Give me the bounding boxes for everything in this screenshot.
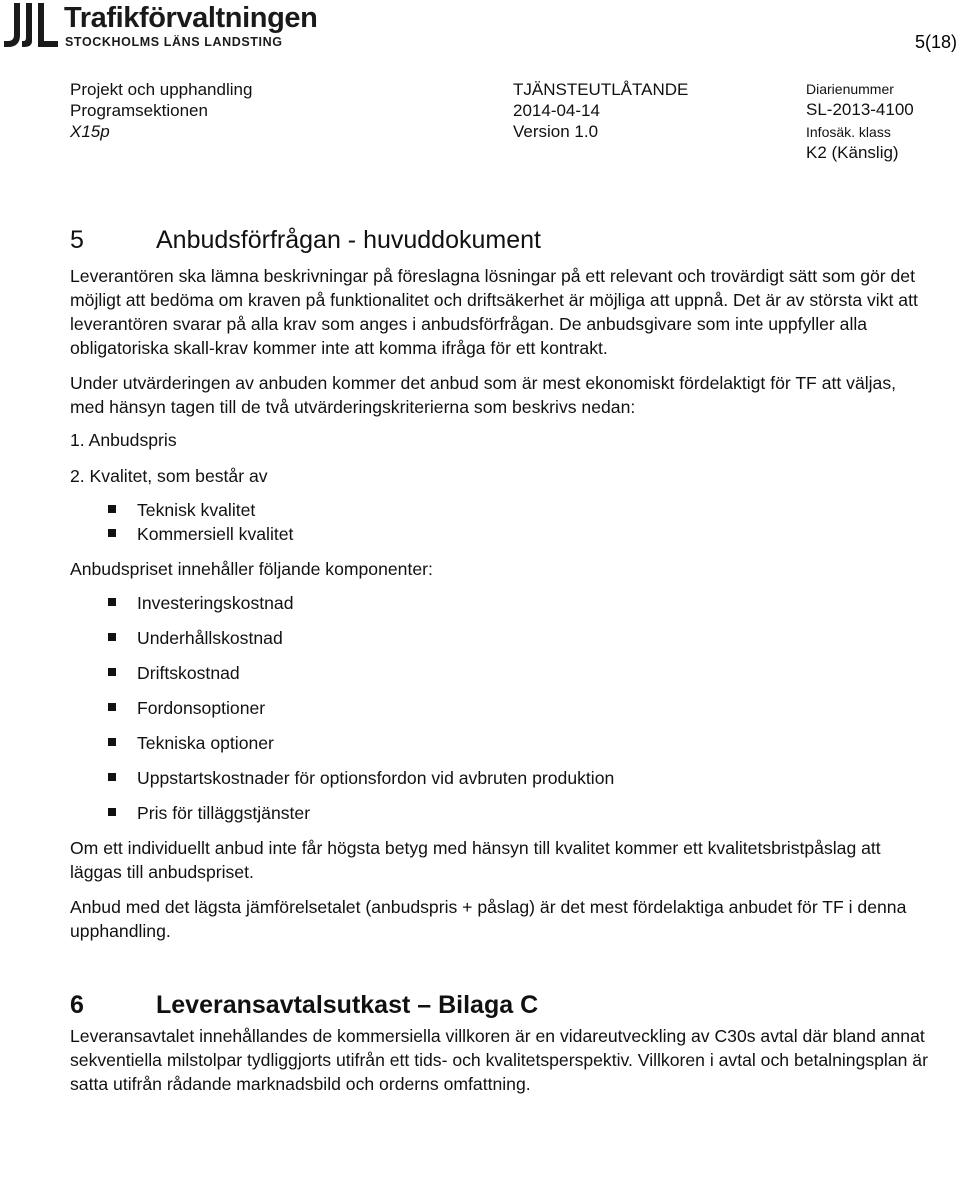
document-date: 2014-04-14 <box>513 101 600 120</box>
section-title: Leveransavtalsutkast – Bilaga C <box>156 991 539 1019</box>
page-number: 5(18) <box>914 32 957 52</box>
section-6-heading <box>70 990 930 1020</box>
list-item: Underhållskostnad <box>70 626 930 650</box>
list-item: Uppstartskostnader för optionsfordon vid avbruten produktion <box>70 766 930 790</box>
criteria-item: 1. Anbudspris <box>70 430 177 450</box>
diarienummer-label: Diarienummer <box>806 81 894 97</box>
header-document-type <box>513 79 688 142</box>
department-line: X15p <box>70 122 110 141</box>
list-item: Pris för tilläggstjänster <box>70 801 930 825</box>
section-number: 6 <box>70 991 84 1019</box>
document-type: TJÄNSTEUTLÅTANDE <box>513 80 689 99</box>
diarienummer-value: SL-2013-4100 <box>806 100 914 119</box>
paragraph: Leverantören ska lämna beskrivningar på föreslagna lösningar på ett relevant och trovärdigt sätt som gör det möjligt att bedöma om kraven på funktionalitet och driftsäkerhet är möjliga att uppnå. Det är av största vikt att leverantören svarar på alla krav som anges i anbudsförfrågan. De anbudsgivare som inte uppfyller alla obligatoriska skall-krav kommer inte att komma ifråga för ett kontrakt. <box>70 266 918 358</box>
infosak-value: K2 (Känslig) <box>806 143 899 162</box>
list-item: Teknisk kvalitet <box>70 498 930 522</box>
criteria-item: 2. Kvalitet, som består av <box>70 466 268 486</box>
department-line: Programsektionen <box>70 101 208 120</box>
list-item: Tekniska optioner <box>70 731 930 755</box>
paragraph: Under utvärderingen av anbuden kommer det anbud som är mest ekonomiskt fördelaktigt för TF att väljas, med hänsyn tagen till de två utvärderingskriterierna som beskrivs nedan: <box>70 373 897 417</box>
organization-logo <box>2 0 322 52</box>
quality-list <box>70 498 930 546</box>
logo-subtitle: STOCKHOLMS LÄNS LANDSTING <box>65 35 283 49</box>
paragraph: Anbud med det lägsta jämförelsetalet (anbudspris + påslag) är det mest fördelaktiga anbudet för TF i denna upphandling. <box>70 897 907 941</box>
list-item: Kommersiell kvalitet <box>70 522 930 546</box>
list-item: Investeringskostnad <box>70 591 930 615</box>
components-list <box>70 591 930 825</box>
list-item: Fordonsoptioner <box>70 696 930 720</box>
department-line: Projekt och upphandling <box>70 80 253 99</box>
document-body <box>70 225 930 1096</box>
infosak-label: Infosäk. klass <box>806 124 891 140</box>
paragraph: Leveransavtalet innehållandes de kommersiella villkoren är en vidareutveckling av C30s avtal där bland annat sekventiella milstolpar tydliggjorts utifrån ett tids- och kvalitetsperspektiv. Villkoren i avtal och betalningsplan är satta utifrån rådande marknadsbild och orderns omfattning. <box>70 1026 928 1094</box>
section-number: 5 <box>70 226 84 254</box>
list-item: Driftskostnad <box>70 661 930 685</box>
document-version: Version 1.0 <box>513 122 599 141</box>
section-title: Anbudsförfrågan - huvuddokument <box>156 226 541 254</box>
header-registry <box>806 79 914 163</box>
paragraph: Anbudspriset innehåller följande komponenter: <box>70 559 433 579</box>
section-5-heading <box>70 225 930 255</box>
logo-name: Trafikförvaltningen <box>64 2 318 34</box>
logo-mark-icon <box>2 1 60 49</box>
paragraph: Om ett individuellt anbud inte får högsta betyg med hänsyn till kvalitet kommer ett kvalitetsbristpåslag att läggas till anbudspriset. <box>70 838 881 882</box>
header-department <box>70 79 252 142</box>
